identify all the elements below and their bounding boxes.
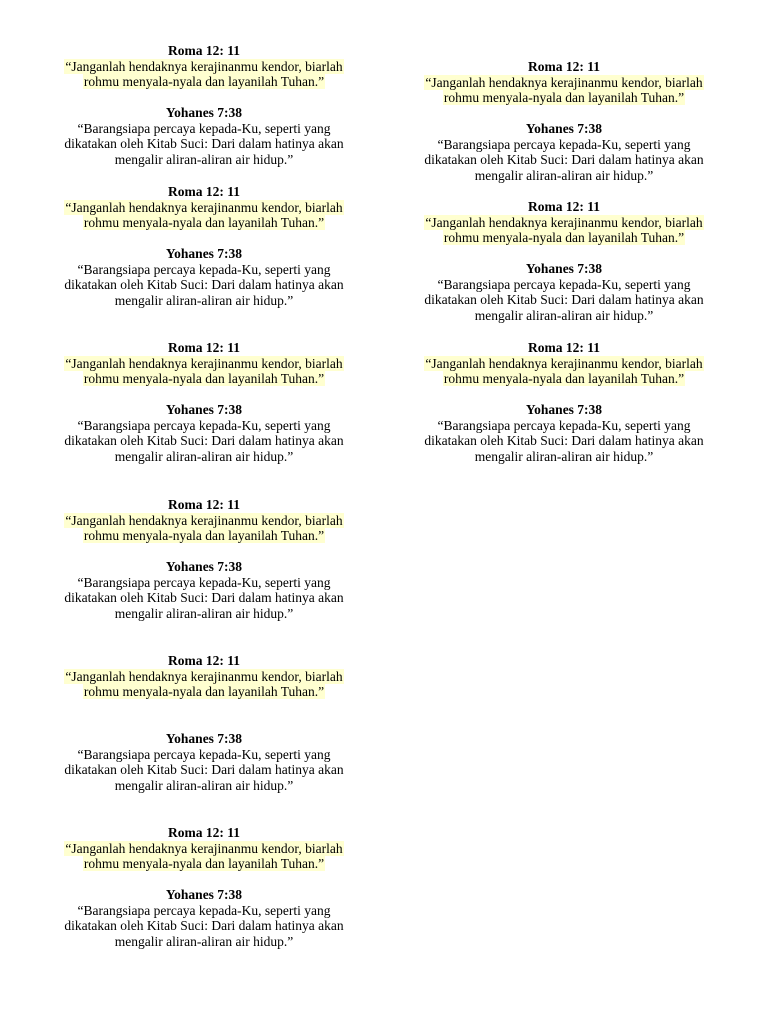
roma-block <box>24 43 384 90</box>
yohanes-verse-line-3: mengalir aliran-aliran air hidup.” <box>114 778 294 794</box>
roma-reference: Roma 12: 11 <box>528 340 600 355</box>
roma-reference: Roma 12: 11 <box>168 653 240 668</box>
roma-reference: Roma 12: 11 <box>168 825 240 840</box>
yohanes-verse-line-3: mengalir aliran-aliran air hidup.” <box>114 449 294 465</box>
yohanes-block <box>24 731 384 794</box>
roma-verse-line-1: “Janganlah hendaknya kerajinanmu kendor, biarlah <box>65 668 343 684</box>
yohanes-verse-line-2: dikatakan oleh Kitab Suci: Dari dalam hatinya akan <box>64 136 344 152</box>
roma-verse-line-1: “Janganlah hendaknya kerajinanmu kendor, biarlah <box>65 355 343 371</box>
roma-verse-line-2: rohmu menyala-nyala dan layanilah Tuhan.” <box>83 684 325 700</box>
yohanes-verse-line-3: mengalir aliran-aliran air hidup.” <box>474 308 654 324</box>
roma-verse-line-2: rohmu menyala-nyala dan layanilah Tuhan.” <box>443 90 685 106</box>
roma-verse-line-1: “Janganlah hendaknya kerajinanmu kendor, biarlah <box>65 58 343 74</box>
roma-verse-line-2: rohmu menyala-nyala dan layanilah Tuhan.” <box>443 371 685 387</box>
roma-verse-line-1: “Janganlah hendaknya kerajinanmu kendor, biarlah <box>425 355 703 371</box>
yohanes-reference: Yohanes 7:38 <box>525 402 603 417</box>
yohanes-reference: Yohanes 7:38 <box>165 246 243 261</box>
roma-reference: Roma 12: 11 <box>168 184 240 199</box>
yohanes-verse-line-3: mengalir aliran-aliran air hidup.” <box>114 293 294 309</box>
roma-verse-line-2: rohmu menyala-nyala dan layanilah Tuhan.” <box>83 371 325 387</box>
yohanes-verse-line-2: dikatakan oleh Kitab Suci: Dari dalam hatinya akan <box>64 918 344 934</box>
yohanes-verse-line-2: dikatakan oleh Kitab Suci: Dari dalam hatinya akan <box>424 292 704 308</box>
yohanes-block <box>384 402 744 465</box>
yohanes-block <box>24 402 384 465</box>
roma-verse-line-2: rohmu menyala-nyala dan layanilah Tuhan.” <box>83 74 325 90</box>
roma-block <box>24 653 384 700</box>
roma-verse-line-1: “Janganlah hendaknya kerajinanmu kendor, biarlah <box>65 840 343 856</box>
roma-verse-line-1: “Janganlah hendaknya kerajinanmu kendor, biarlah <box>425 214 703 230</box>
yohanes-block <box>24 559 384 622</box>
yohanes-verse-line-1: “Barangsiapa percaya kepada-Ku, seperti yang <box>77 902 331 918</box>
roma-verse-line-1: “Janganlah hendaknya kerajinanmu kendor, biarlah <box>425 74 703 90</box>
yohanes-verse-line-3: mengalir aliran-aliran air hidup.” <box>114 606 294 622</box>
yohanes-verse-line-1: “Barangsiapa percaya kepada-Ku, seperti yang <box>77 746 331 762</box>
roma-block <box>24 340 384 387</box>
roma-reference: Roma 12: 11 <box>528 59 600 74</box>
roma-reference: Roma 12: 11 <box>168 497 240 512</box>
yohanes-block <box>24 105 384 168</box>
yohanes-block <box>384 121 744 184</box>
roma-verse-line-2: rohmu menyala-nyala dan layanilah Tuhan.” <box>443 230 685 246</box>
roma-verse-line-2: rohmu menyala-nyala dan layanilah Tuhan.” <box>83 856 325 872</box>
yohanes-verse-line-1: “Barangsiapa percaya kepada-Ku, seperti yang <box>77 417 331 433</box>
yohanes-reference: Yohanes 7:38 <box>165 402 243 417</box>
yohanes-verse-line-1: “Barangsiapa percaya kepada-Ku, seperti yang <box>437 276 691 292</box>
yohanes-verse-line-1: “Barangsiapa percaya kepada-Ku, seperti yang <box>77 120 331 136</box>
yohanes-verse-line-3: mengalir aliran-aliran air hidup.” <box>114 152 294 168</box>
roma-block <box>384 199 744 246</box>
yohanes-reference: Yohanes 7:38 <box>165 887 243 902</box>
yohanes-verse-line-2: dikatakan oleh Kitab Suci: Dari dalam hatinya akan <box>64 277 344 293</box>
roma-verse-line-1: “Janganlah hendaknya kerajinanmu kendor, biarlah <box>65 199 343 215</box>
roma-block <box>384 340 744 387</box>
roma-reference: Roma 12: 11 <box>168 340 240 355</box>
yohanes-reference: Yohanes 7:38 <box>165 105 243 120</box>
yohanes-verse-line-2: dikatakan oleh Kitab Suci: Dari dalam hatinya akan <box>64 762 344 778</box>
yohanes-verse-line-1: “Barangsiapa percaya kepada-Ku, seperti yang <box>437 136 691 152</box>
yohanes-verse-line-3: mengalir aliran-aliran air hidup.” <box>114 934 294 950</box>
yohanes-verse-line-2: dikatakan oleh Kitab Suci: Dari dalam hatinya akan <box>424 433 704 449</box>
yohanes-verse-line-1: “Barangsiapa percaya kepada-Ku, seperti yang <box>77 261 331 277</box>
roma-reference: Roma 12: 11 <box>528 199 600 214</box>
roma-block <box>24 497 384 544</box>
yohanes-reference: Yohanes 7:38 <box>165 559 243 574</box>
roma-block <box>384 59 744 106</box>
roma-block <box>24 184 384 231</box>
yohanes-block <box>24 246 384 309</box>
yohanes-verse-line-3: mengalir aliran-aliran air hidup.” <box>474 449 654 465</box>
roma-verse-line-1: “Janganlah hendaknya kerajinanmu kendor, biarlah <box>65 512 343 528</box>
roma-verse-line-2: rohmu menyala-nyala dan layanilah Tuhan.” <box>83 528 325 544</box>
roma-verse-line-2: rohmu menyala-nyala dan layanilah Tuhan.” <box>83 215 325 231</box>
roma-block <box>24 825 384 872</box>
yohanes-block <box>384 261 744 324</box>
yohanes-reference: Yohanes 7:38 <box>525 261 603 276</box>
roma-reference: Roma 12: 11 <box>168 43 240 58</box>
yohanes-verse-line-2: dikatakan oleh Kitab Suci: Dari dalam hatinya akan <box>64 590 344 606</box>
yohanes-reference: Yohanes 7:38 <box>165 731 243 746</box>
yohanes-verse-line-1: “Barangsiapa percaya kepada-Ku, seperti yang <box>437 417 691 433</box>
yohanes-verse-line-3: mengalir aliran-aliran air hidup.” <box>474 168 654 184</box>
yohanes-verse-line-1: “Barangsiapa percaya kepada-Ku, seperti yang <box>77 574 331 590</box>
yohanes-reference: Yohanes 7:38 <box>525 121 603 136</box>
yohanes-verse-line-2: dikatakan oleh Kitab Suci: Dari dalam hatinya akan <box>424 152 704 168</box>
yohanes-block <box>24 887 384 950</box>
yohanes-verse-line-2: dikatakan oleh Kitab Suci: Dari dalam hatinya akan <box>64 433 344 449</box>
